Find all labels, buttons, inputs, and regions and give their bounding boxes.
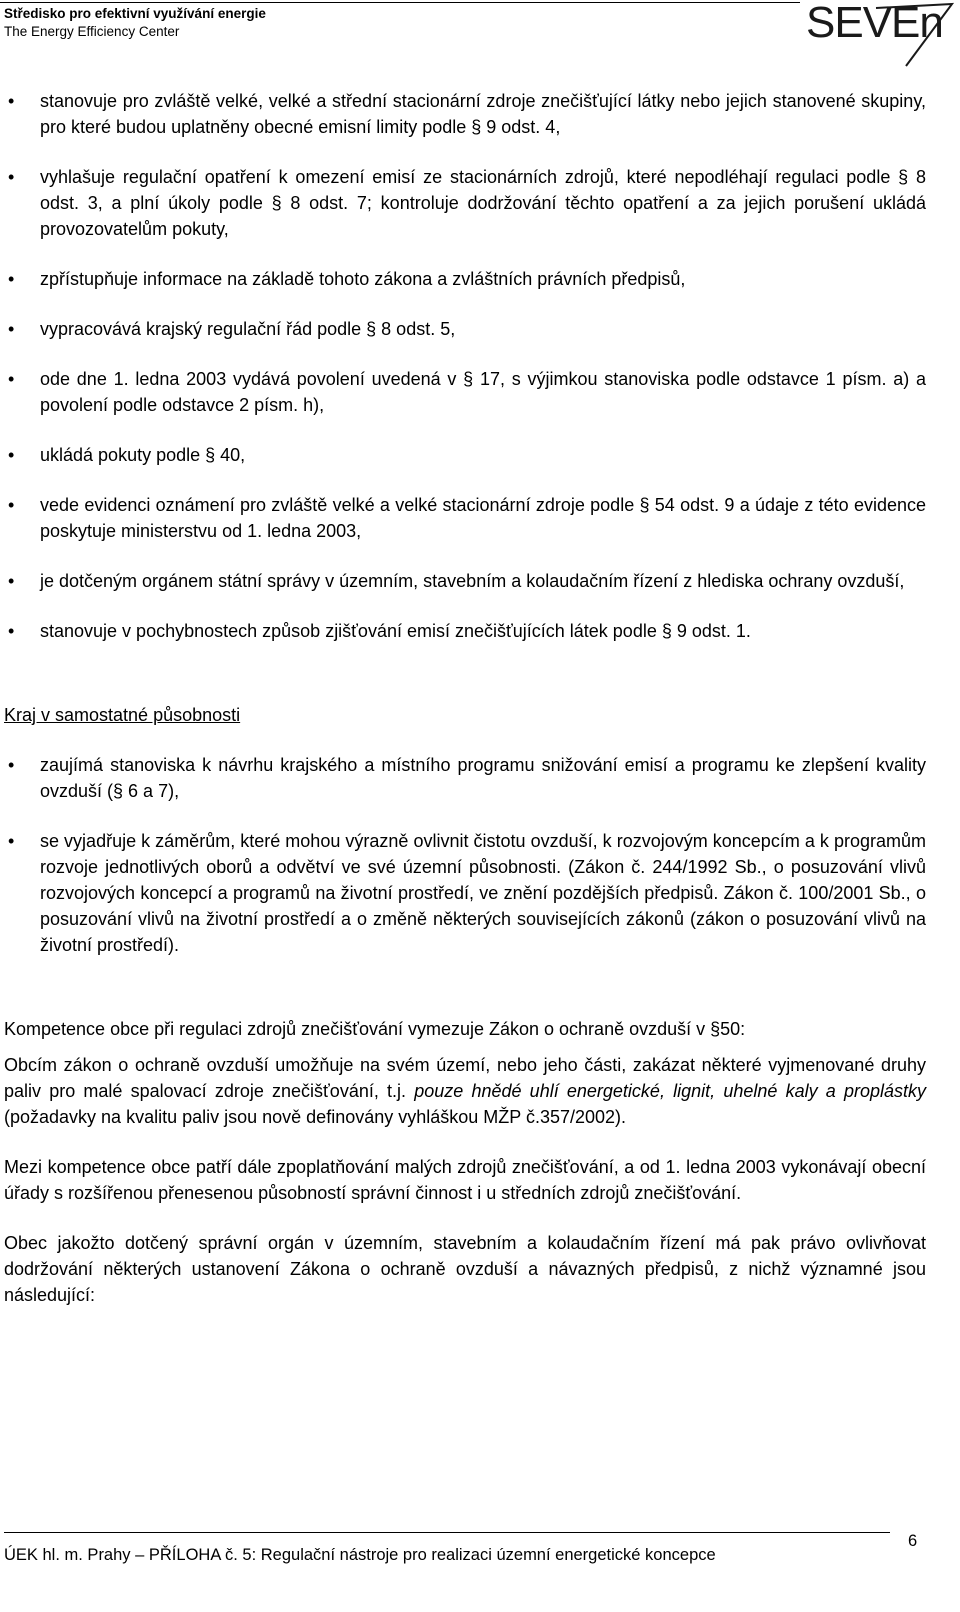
page-number: 6 [908,1532,918,1550]
bullet-icon: • [8,621,15,641]
fuel-ban-paragraph: Obcím zákon o ochraně ovzduší umožňuje na svém území, nebo jeho části, zakázat některé vyjmenované druhy paliv pro malé spalovací zdroje znečišťování, t.j. pouze hnědé uhlí energetické, lignit, uhelné kaly a proplástky (požadavky na kvalitu paliv jsou nově definovány vyhláškou MŽP č.357/2002). [4,1055,926,1127]
list-item: • se vyjadřuje k záměrům, které mohou výrazně ovlivnit čistotu ovzduší, k rozvojovým koncepcím a k programům rozvoje jednotlivých oborů a odvětví ve své územní působnosti. (Zákon č. 244/1992 Sb., o posuzování vlivů rozvojových koncepcí a programů na životní prostředí, ve znění pozdějších předpisů. Zákon č. 100/2001 Sb., o posuzování vlivů na životní prostředí a o změně některých souvisejících zákonů (zákon o posuzování vlivů na životní prostředí). [4,828,926,958]
competence-paragraph: Kompetence obce při regulaci zdrojů znečišťování vymezuje Zákon o ochraně ovzduší v §50: [4,1019,746,1039]
bullet-icon: • [8,167,15,187]
self-government-list [4,752,926,958]
bullet-icon: • [8,445,15,465]
list-item: • stanovuje v pochybnostech způsob zjišťování emisí znečišťujících látek podle § 9 odst. 1. [4,618,926,644]
organization-name-en: The Energy Efficiency Center [4,24,180,39]
list-item: • vypracovává krajský regulační řád podle § 8 odst. 5, [4,316,926,342]
fees-paragraph: Mezi kompetence obce patří dále zpoplatňování malých zdrojů znečišťování, a od 1. ledna 2003 vykonávají obecní úřady s rozšířenou přenesenou působností správní činnost i u středních zdrojů znečišťování. [4,1157,926,1203]
page-header [0,0,960,70]
organization-name [4,5,266,41]
section-heading: Kraj v samostatné působnosti [4,705,241,725]
footer-rule [4,1532,890,1533]
document-body [4,88,926,1308]
bullet-icon: • [8,571,15,591]
list-item: • ukládá pokuty podle § 40, [4,442,926,468]
bullet-icon: • [8,495,15,515]
bullet-icon: • [8,369,15,389]
list-item: • zaujímá stanoviska k návrhu krajského a místního programu snižování emisí a programu ke zlepšení kvality ovzduší (§ 6 a 7), [4,752,926,804]
list-item: • vyhlašuje regulační opatření k omezení emisí ze stacionárních zdrojů, které nepodléhají regulaci podle § 8 odst. 3, a plní úkoly podle § 8 odst. 7; kontroluje dodržování těchto opatření a za jejich porušení ukládá provozovatelům pokuty, [4,164,926,242]
logo-swoosh-icon [806,0,958,68]
bullet-icon: • [8,319,15,339]
organ-paragraph: Obec jakožto dotčený správní orgán v územním, stavebním a kolaudačním řízení má pak právo ovlivňovat dodržování některých ustanovení Zákona o ochraně ovzduší a návazných předpisů, z nichž významné jsou následující: [4,1233,926,1305]
bullet-icon: • [8,831,15,851]
footer-title: ÚEK hl. m. Prahy – PŘÍLOHA č. 5: Regulační nástroje pro realizaci územní energetické koncepce [4,1546,716,1564]
fuel-list-italic: pouze hnědé uhlí energetické, lignit, uhelné kaly a proplástky [414,1081,926,1101]
bullet-icon: • [8,755,15,775]
header-rule [0,2,800,3]
organization-name-cz: Středisko pro efektivní využívání energie [4,6,266,21]
list-item: • zpřístupňuje informace na základě tohoto zákona a zvláštních právních předpisů, [4,266,926,292]
logo-wordmark: SEVEn [806,0,943,47]
list-item: • je dotčeným orgánem státní správy v územním, stavebním a kolaudačním řízení z hlediska ochrany ovzduší, [4,568,926,594]
list-item: • vede evidenci oznámení pro zvláště velké a velké stacionární zdroje podle § 54 odst. 9 a údaje z této evidence poskytuje ministerstvu od 1. ledna 2003, [4,492,926,544]
seven-logo [806,0,958,68]
list-item: • ode dne 1. ledna 2003 vydává povolení uvedená v § 17, s výjimkou stanoviska podle odstavce 1 písm. a) a povolení podle odstavce 2 písm. h), [4,366,926,418]
bullet-icon: • [8,91,15,111]
list-item: • stanovuje pro zvláště velké, velké a střední stacionární zdroje znečišťující látky nebo jejich stanovené skupiny, pro které budou uplatněny obecné emisní limity podle § 9 odst. 4, [4,88,926,140]
page-footer [0,1532,960,1612]
state-administration-list [4,88,926,644]
bullet-icon: • [8,269,15,289]
